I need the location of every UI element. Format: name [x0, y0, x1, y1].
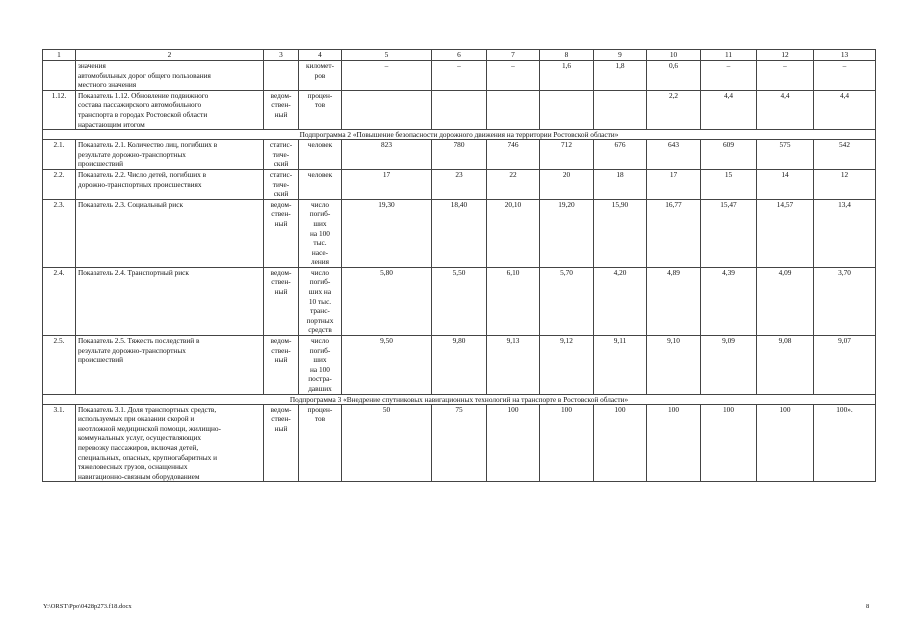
table-cell: 9,12: [540, 336, 594, 395]
table-cell: Показатель 2.3. Социальный риск: [76, 199, 264, 267]
table-row: [43, 140, 876, 170]
table-cell: 2.5.: [43, 336, 76, 395]
table-cell: 17: [342, 169, 432, 199]
table-cell: 23: [432, 169, 487, 199]
table-cell: 4,89: [647, 267, 701, 335]
table-cell: статис- тиче- ский: [264, 169, 299, 199]
table-cell: [487, 90, 540, 129]
subprogram-title: Подпрограмма 3 «Внедрение спутниковых навигационных технологий на транспорте в Ростовской области»: [43, 394, 876, 404]
table-cell: Показатель 2.4. Транспортный риск: [76, 267, 264, 335]
table-cell: –: [757, 61, 814, 91]
table-cell: 609: [701, 140, 757, 170]
table-cell: 19,20: [540, 199, 594, 267]
table-cell: Показатель 2.1. Количество лиц, погибших в результате дорожно-транспортных происшествий: [76, 140, 264, 170]
header-cell: 3: [264, 50, 299, 61]
table-cell: 823: [342, 140, 432, 170]
table-cell: 100: [487, 404, 540, 482]
table-cell: [264, 61, 299, 91]
table-cell: [43, 61, 76, 91]
table-cell: 1,6: [540, 61, 594, 91]
table-cell: 9,50: [342, 336, 432, 395]
header-cell: 6: [432, 50, 487, 61]
table-cell: число погиб- ших на 10 тыс. транс- портных средств: [299, 267, 342, 335]
table-row: [43, 404, 876, 482]
table-cell: число погиб- ших на 100 тыс. насе- ления: [299, 199, 342, 267]
indicators-table: [42, 49, 876, 482]
table-cell: 75: [432, 404, 487, 482]
table-cell: Показатель 2.2. Число детей, погибших в дорожно-транспортных происшествиях: [76, 169, 264, 199]
table-cell: 780: [432, 140, 487, 170]
subprogram-title: Подпрограмма 2 «Повышение безопасности дорожного движения на территории Ростовской области»: [43, 130, 876, 140]
table-cell: 1,8: [594, 61, 647, 91]
table-cell: –: [487, 61, 540, 91]
table-cell: 712: [540, 140, 594, 170]
table-cell: 9,09: [701, 336, 757, 395]
header-cell: 7: [487, 50, 540, 61]
table-row: [43, 169, 876, 199]
subprogram-row: [43, 130, 876, 140]
table-cell: –: [701, 61, 757, 91]
header-cell: 5: [342, 50, 432, 61]
table-row: [43, 267, 876, 335]
table-cell: 575: [757, 140, 814, 170]
table-cell: –: [432, 61, 487, 91]
table-cell: 1.12.: [43, 90, 76, 129]
table-cell: ведом- ствен- ный: [264, 267, 299, 335]
table-cell: 15: [701, 169, 757, 199]
table-cell: 18: [594, 169, 647, 199]
table-cell: 5,50: [432, 267, 487, 335]
footer-file-path: Y:\ORST\Ppo\0428p273.f18.docx: [43, 603, 132, 610]
header-cell: 12: [757, 50, 814, 61]
table-cell: 2.1.: [43, 140, 76, 170]
table-cell: 13,4: [814, 199, 876, 267]
table-cell: 746: [487, 140, 540, 170]
header-cell: 2: [76, 50, 264, 61]
table-cell: 15,90: [594, 199, 647, 267]
table-cell: 18,40: [432, 199, 487, 267]
table-cell: человек: [299, 140, 342, 170]
table-cell: 643: [647, 140, 701, 170]
header-cell: 8: [540, 50, 594, 61]
table-row: [43, 90, 876, 129]
table-cell: человек: [299, 169, 342, 199]
table-cell: 2,2: [647, 90, 701, 129]
table-cell: 19,30: [342, 199, 432, 267]
table-cell: 3,70: [814, 267, 876, 335]
table-cell: 4,4: [814, 90, 876, 129]
table-cell: процен- тов: [299, 404, 342, 482]
table-cell: 20,10: [487, 199, 540, 267]
table-cell: 5,70: [540, 267, 594, 335]
table-cell: 4,39: [701, 267, 757, 335]
table-cell: процен- тов: [299, 90, 342, 129]
table-cell: –: [814, 61, 876, 91]
table-cell: 100: [594, 404, 647, 482]
table-cell: 20: [540, 169, 594, 199]
table-cell: 2.4.: [43, 267, 76, 335]
table-cell: 50: [342, 404, 432, 482]
table-cell: 9,10: [647, 336, 701, 395]
table-row: [43, 336, 876, 395]
table-cell: 676: [594, 140, 647, 170]
table-cell: 542: [814, 140, 876, 170]
table-cell: 2.2.: [43, 169, 76, 199]
table-header-row: [43, 50, 876, 61]
table-cell: ведом- ствен- ный: [264, 199, 299, 267]
table-cell: 100: [540, 404, 594, 482]
table-cell: 12: [814, 169, 876, 199]
table-cell: 9,11: [594, 336, 647, 395]
table-cell: 100: [701, 404, 757, 482]
table-cell: 4,4: [757, 90, 814, 129]
table-cell: статис- тиче- ский: [264, 140, 299, 170]
table-cell: 9,08: [757, 336, 814, 395]
header-cell: 1: [43, 50, 76, 61]
table-row: [43, 199, 876, 267]
table-cell: 0,6: [647, 61, 701, 91]
table-cell: 14: [757, 169, 814, 199]
table-cell: 100: [757, 404, 814, 482]
table-cell: 9,13: [487, 336, 540, 395]
table-cell: 14,57: [757, 199, 814, 267]
footer-page-number: 8: [866, 603, 870, 610]
table-cell: 4,4: [701, 90, 757, 129]
table-cell: 6,10: [487, 267, 540, 335]
table-cell: 4,20: [594, 267, 647, 335]
header-cell: 11: [701, 50, 757, 61]
table-cell: Показатель 1.12. Обновление подвижного состава пассажирского автомобильного транспорта в городах Ростовской области нарастающим итогом: [76, 90, 264, 129]
table-cell: 4,09: [757, 267, 814, 335]
table-cell: километ- ров: [299, 61, 342, 91]
table-cell: [594, 90, 647, 129]
header-cell: 10: [647, 50, 701, 61]
table-cell: ведом- ствен- ный: [264, 336, 299, 395]
subprogram-row: [43, 394, 876, 404]
table-cell: ведом- ствен- ный: [264, 90, 299, 129]
table-cell: 100: [647, 404, 701, 482]
header-cell: 13: [814, 50, 876, 61]
table-cell: 22: [487, 169, 540, 199]
table-cell: 3.1.: [43, 404, 76, 482]
table-cell: Показатель 2.5. Тяжесть последствий в результате дорожно-транспортных происшествий: [76, 336, 264, 395]
table-cell: [342, 90, 432, 129]
table-cell: значения автомобильных дорог общего пользования местного значения: [76, 61, 264, 91]
table-cell: [432, 90, 487, 129]
table-cell: Показатель 3.1. Доля транспортных средств, используемых при оказании скорой и неотложной медицинской помощи, жилищно- коммунальных услуг, осуществляющих перевозку пассажиров, включая детей, специальных, опасных, крупногабаритных и тяжеловесных грузов, оснащенных навигационно-связным оборудованием: [76, 404, 264, 482]
table-row: [43, 61, 876, 91]
table-cell: 100».: [814, 404, 876, 482]
table-cell: ведом- ствен- ный: [264, 404, 299, 482]
table-cell: 17: [647, 169, 701, 199]
table-cell: [540, 90, 594, 129]
table-cell: 2.3.: [43, 199, 76, 267]
header-cell: 9: [594, 50, 647, 61]
header-cell: 4: [299, 50, 342, 61]
table-cell: 9,07: [814, 336, 876, 395]
table-cell: –: [342, 61, 432, 91]
table-cell: 15,47: [701, 199, 757, 267]
table-cell: число погиб- ших на 100 постра- давших: [299, 336, 342, 395]
table-cell: 5,80: [342, 267, 432, 335]
table-cell: 9,80: [432, 336, 487, 395]
table-cell: 16,77: [647, 199, 701, 267]
